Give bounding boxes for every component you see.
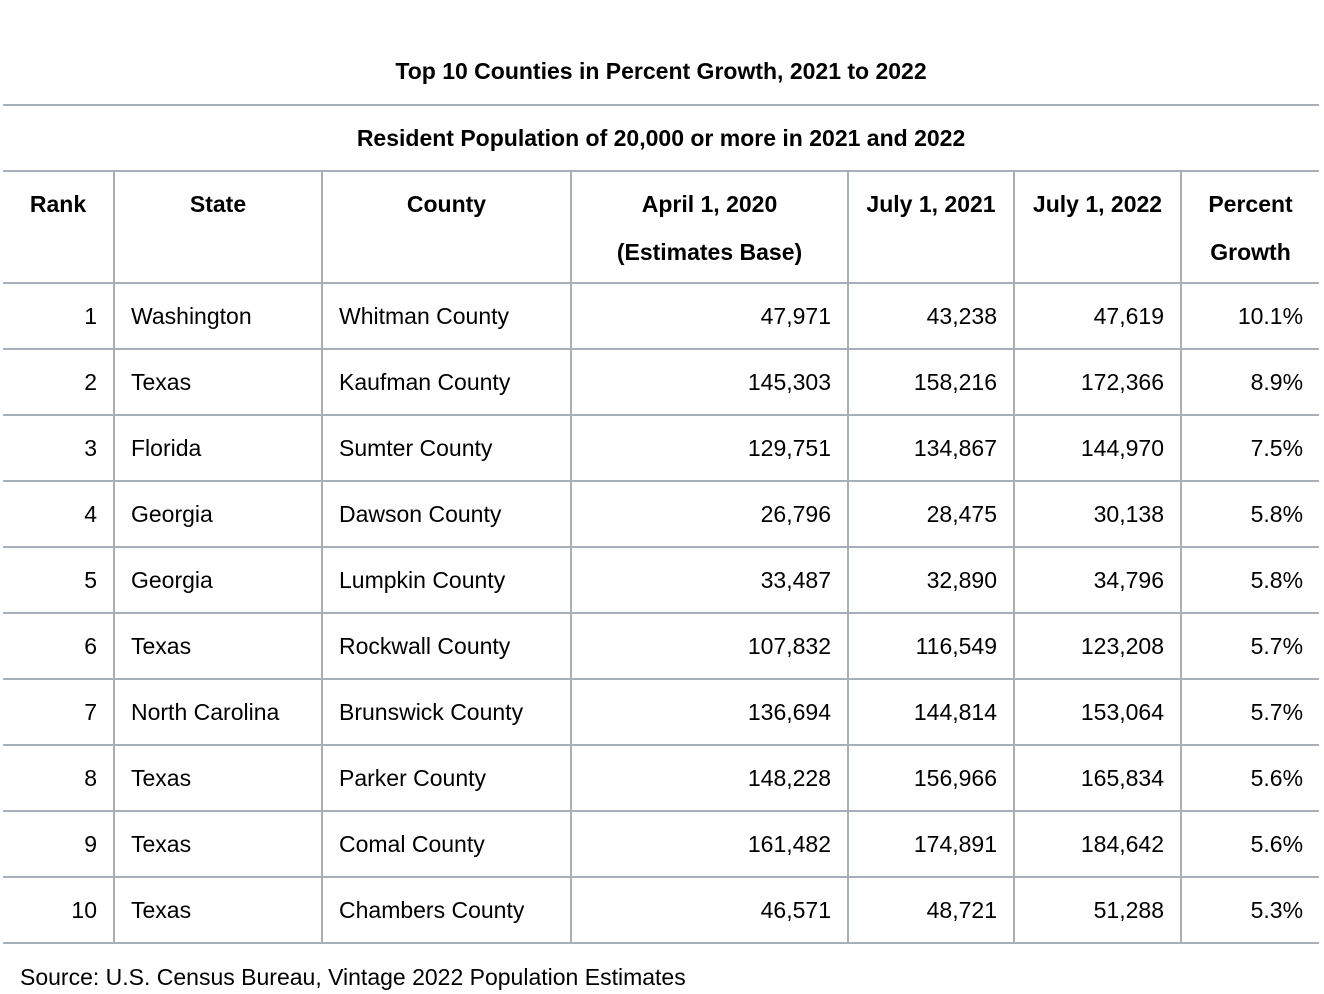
cell-percent-growth: 7.5% bbox=[1181, 415, 1319, 481]
cell-state: Georgia bbox=[114, 547, 322, 613]
cell-county: Comal County bbox=[322, 811, 571, 877]
table-body bbox=[3, 283, 1319, 943]
cell-april-2020: 46,571 bbox=[571, 877, 848, 943]
cell-rank: 7 bbox=[3, 679, 114, 745]
cell-july-2022: 184,642 bbox=[1014, 811, 1181, 877]
cell-state: Washington bbox=[114, 283, 322, 349]
cell-april-2020: 136,694 bbox=[571, 679, 848, 745]
cell-july-2021: 158,216 bbox=[848, 349, 1014, 415]
cell-rank: 2 bbox=[3, 349, 114, 415]
table-title-row bbox=[3, 38, 1319, 105]
cell-july-2021: 144,814 bbox=[848, 679, 1014, 745]
cell-july-2021: 174,891 bbox=[848, 811, 1014, 877]
cell-state: North Carolina bbox=[114, 679, 322, 745]
cell-state: Georgia bbox=[114, 481, 322, 547]
cell-state: Texas bbox=[114, 877, 322, 943]
table-row bbox=[3, 349, 1319, 415]
cell-july-2021: 156,966 bbox=[848, 745, 1014, 811]
cell-percent-growth: 5.6% bbox=[1181, 745, 1319, 811]
table-row bbox=[3, 679, 1319, 745]
cell-percent-growth: 5.3% bbox=[1181, 877, 1319, 943]
cell-april-2020: 47,971 bbox=[571, 283, 848, 349]
cell-percent-growth: 5.7% bbox=[1181, 613, 1319, 679]
cell-rank: 4 bbox=[3, 481, 114, 547]
cell-county: Lumpkin County bbox=[322, 547, 571, 613]
cell-april-2020: 107,832 bbox=[571, 613, 848, 679]
cell-july-2022: 30,138 bbox=[1014, 481, 1181, 547]
table-title: Top 10 Counties in Percent Growth, 2021 to 2022 bbox=[3, 38, 1319, 105]
cell-rank: 1 bbox=[3, 283, 114, 349]
cell-july-2022: 172,366 bbox=[1014, 349, 1181, 415]
cell-state: Florida bbox=[114, 415, 322, 481]
cell-percent-growth: 5.7% bbox=[1181, 679, 1319, 745]
cell-county: Chambers County bbox=[322, 877, 571, 943]
cell-percent-growth: 10.1% bbox=[1181, 283, 1319, 349]
table-row bbox=[3, 613, 1319, 679]
cell-county: Dawson County bbox=[322, 481, 571, 547]
cell-rank: 5 bbox=[3, 547, 114, 613]
cell-july-2022: 144,970 bbox=[1014, 415, 1181, 481]
cell-county: Parker County bbox=[322, 745, 571, 811]
column-header-row bbox=[3, 171, 1319, 283]
cell-county: Sumter County bbox=[322, 415, 571, 481]
cell-percent-growth: 5.8% bbox=[1181, 481, 1319, 547]
cell-percent-growth: 5.6% bbox=[1181, 811, 1319, 877]
cell-percent-growth: 8.9% bbox=[1181, 349, 1319, 415]
cell-july-2021: 134,867 bbox=[848, 415, 1014, 481]
cell-rank: 10 bbox=[3, 877, 114, 943]
cell-april-2020: 129,751 bbox=[571, 415, 848, 481]
cell-rank: 9 bbox=[3, 811, 114, 877]
cell-july-2022: 51,288 bbox=[1014, 877, 1181, 943]
cell-april-2020: 26,796 bbox=[571, 481, 848, 547]
source-note: Source: U.S. Census Bureau, Vintage 2022 Population Estimates bbox=[20, 964, 686, 990]
table-row bbox=[3, 283, 1319, 349]
header-july-2021: July 1, 2021 bbox=[848, 171, 1014, 283]
cell-rank: 8 bbox=[3, 745, 114, 811]
cell-july-2021: 43,238 bbox=[848, 283, 1014, 349]
header-percent-growth: Percent Growth bbox=[1181, 171, 1319, 283]
table-subtitle-row bbox=[3, 105, 1319, 171]
header-april-2020: April 1, 2020 (Estimates Base) bbox=[571, 171, 848, 283]
cell-july-2021: 116,549 bbox=[848, 613, 1014, 679]
cell-state: Texas bbox=[114, 349, 322, 415]
cell-july-2021: 28,475 bbox=[848, 481, 1014, 547]
population-table-container bbox=[3, 38, 1319, 944]
header-state: State bbox=[114, 171, 322, 283]
table-row bbox=[3, 877, 1319, 943]
cell-july-2022: 123,208 bbox=[1014, 613, 1181, 679]
cell-july-2022: 34,796 bbox=[1014, 547, 1181, 613]
cell-state: Texas bbox=[114, 811, 322, 877]
header-county: County bbox=[322, 171, 571, 283]
table-row bbox=[3, 745, 1319, 811]
cell-april-2020: 161,482 bbox=[571, 811, 848, 877]
cell-state: Texas bbox=[114, 745, 322, 811]
cell-april-2020: 33,487 bbox=[571, 547, 848, 613]
table-subtitle: Resident Population of 20,000 or more in 2021 and 2022 bbox=[3, 105, 1319, 171]
cell-county: Kaufman County bbox=[322, 349, 571, 415]
cell-state: Texas bbox=[114, 613, 322, 679]
cell-july-2022: 47,619 bbox=[1014, 283, 1181, 349]
cell-july-2021: 32,890 bbox=[848, 547, 1014, 613]
cell-july-2021: 48,721 bbox=[848, 877, 1014, 943]
table-row bbox=[3, 547, 1319, 613]
header-july-2022: July 1, 2022 bbox=[1014, 171, 1181, 283]
table-row bbox=[3, 415, 1319, 481]
cell-percent-growth: 5.8% bbox=[1181, 547, 1319, 613]
cell-rank: 6 bbox=[3, 613, 114, 679]
cell-july-2022: 165,834 bbox=[1014, 745, 1181, 811]
population-growth-table bbox=[3, 38, 1319, 944]
cell-july-2022: 153,064 bbox=[1014, 679, 1181, 745]
header-rank: Rank bbox=[3, 171, 114, 283]
cell-april-2020: 145,303 bbox=[571, 349, 848, 415]
table-row bbox=[3, 481, 1319, 547]
cell-rank: 3 bbox=[3, 415, 114, 481]
cell-april-2020: 148,228 bbox=[571, 745, 848, 811]
table-row bbox=[3, 811, 1319, 877]
cell-county: Rockwall County bbox=[322, 613, 571, 679]
cell-county: Brunswick County bbox=[322, 679, 571, 745]
cell-county: Whitman County bbox=[322, 283, 571, 349]
